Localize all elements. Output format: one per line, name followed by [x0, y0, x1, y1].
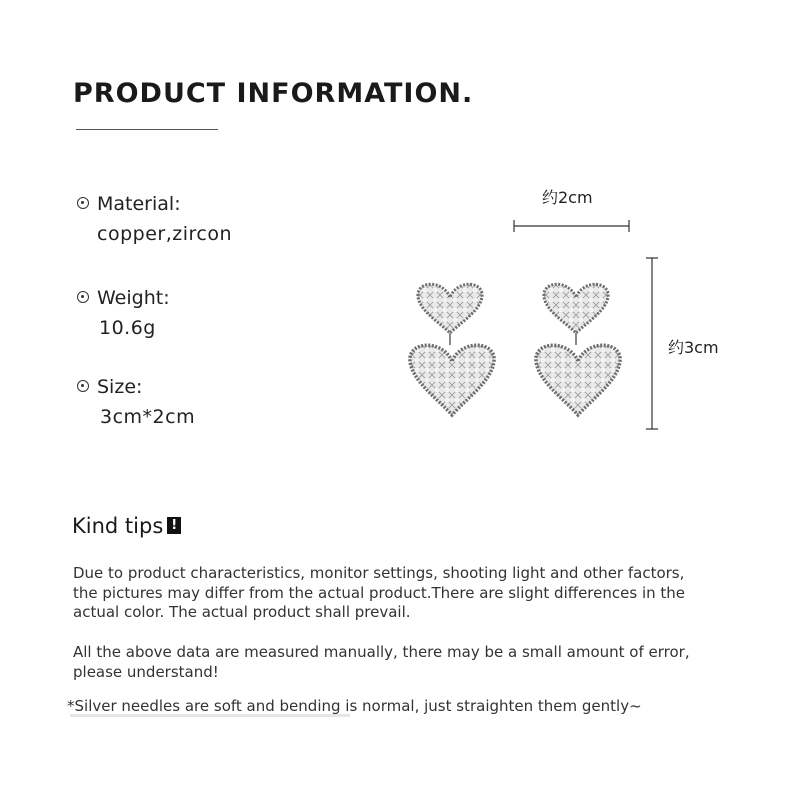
- kind-tips-title: Kind tips: [72, 514, 164, 538]
- tips-paragraph-1: Due to product characteristics, monitor settings, shooting light and other factors, the pictures may differ from the actual product.There are slight differences in the actual color. The actual product shall prevail.: [73, 564, 685, 621]
- width-dimension-line: [514, 220, 629, 232]
- height-label: 约3cm: [668, 338, 719, 357]
- kind-tips-heading: [72, 514, 181, 538]
- spec-value: 10.6g: [99, 317, 156, 339]
- page-title: PRODUCT INFORMATION.: [73, 78, 474, 109]
- needle-note: *Silver needles are soft and bending is normal, just straighten them gently~: [67, 697, 642, 715]
- right-earring: [536, 284, 620, 415]
- spec-label: Size:: [97, 376, 143, 398]
- left-earring: [410, 284, 494, 415]
- spec-value: copper,zircon: [97, 223, 232, 245]
- tips-paragraph-2: All the above data are measured manually, there may be a small amount of error, please understand!: [73, 643, 690, 681]
- warning-icon: !: [167, 517, 181, 534]
- spec-label: Material:: [97, 193, 181, 215]
- spec-value: 3cm*2cm: [100, 406, 196, 428]
- width-label: 约2cm: [542, 188, 593, 207]
- height-dimension-line: [646, 258, 658, 429]
- spec-label: Weight:: [97, 287, 170, 309]
